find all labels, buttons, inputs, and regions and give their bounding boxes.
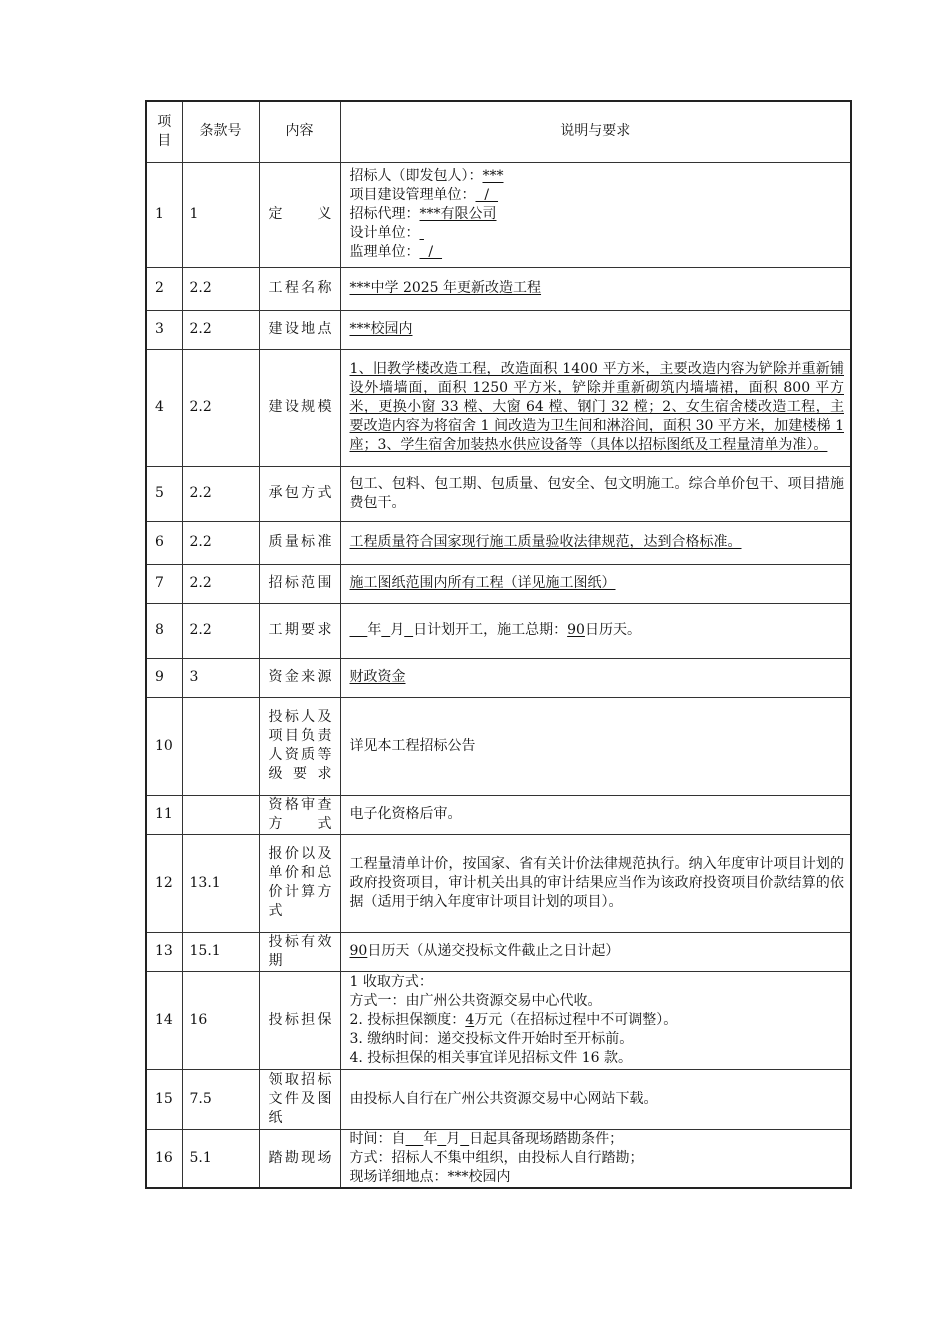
table-row	[146, 162, 851, 267]
tender-data-sheet	[145, 100, 850, 1189]
cell-no: 16	[146, 1129, 182, 1188]
cell-description: 财政资金	[340, 658, 851, 697]
cell-clause: 5.1	[182, 1129, 259, 1188]
blank-day	[404, 622, 413, 638]
cell-description: 90日历天（从递交投标文件截止之日计起）	[340, 932, 851, 971]
header-row	[146, 101, 851, 162]
cell-content: 质量标准	[259, 521, 340, 564]
cell-clause: 2.2	[182, 267, 259, 310]
table-row	[146, 310, 851, 349]
cell-no: 2	[146, 267, 182, 310]
cell-no: 6	[146, 521, 182, 564]
table-row	[146, 521, 851, 564]
cell-description: 详见本工程招标公告	[340, 697, 851, 795]
table-row	[146, 1129, 851, 1188]
header-item-no: 项目	[146, 101, 182, 162]
cell-no: 1	[146, 162, 182, 267]
cell-clause: 1	[182, 162, 259, 267]
table-row	[146, 466, 851, 521]
cell-description: 1、旧教学楼改造工程，改造面积 1400 平方米，主要改造内容为铲除并重新铺设外墙墙面，面积 1250 平方米，铲除并重新砌筑内墙墙裙，面积 800 平方米，更换小窗 33 樘、大窗 64 樘、钢门 32 樘；2、女生宿舍楼改造工程，主要改造内容为将宿舍 1 间改造为卫生间和淋浴间，面积 30 平方米，加建楼梯 1 座；3、学生宿舍加装热水供应设备等（具体以招标图纸及工程量清单为准）。	[340, 349, 851, 466]
cell-content: 工期要求	[259, 603, 340, 658]
definition-line: 招标代理：***有限公司	[349, 206, 497, 222]
cell-clause: 13.1	[182, 834, 259, 932]
cell-no: 14	[146, 971, 182, 1069]
cell-content: 投标担保	[259, 971, 340, 1069]
table-row	[146, 697, 851, 795]
cell-content: 承包方式	[259, 466, 340, 521]
cell-content: 报价以及单价和总价计算方式	[259, 834, 340, 932]
cell-no: 13	[146, 932, 182, 971]
cell-no: 3	[146, 310, 182, 349]
table-row	[146, 564, 851, 603]
cell-description: 由投标人自行在广州公共资源交易中心网站下载。	[340, 1069, 851, 1129]
table-row	[146, 932, 851, 971]
definition-line: 项目建设管理单位： /	[349, 187, 499, 203]
cell-content: 投标有效期	[259, 932, 340, 971]
cell-description: ***中学 2025 年更新改造工程	[340, 267, 851, 310]
cell-no: 4	[146, 349, 182, 466]
cell-no: 9	[146, 658, 182, 697]
cell-content: 领取招标文件及图纸	[259, 1069, 340, 1129]
header-description: 说明与要求	[340, 101, 851, 162]
cell-description: 电子化资格后审。	[340, 795, 851, 834]
cell-description: ***校园内	[340, 310, 851, 349]
tender-table	[145, 100, 852, 1189]
cell-description: 施工图纸范围内所有工程（详见施工图纸）	[340, 564, 851, 603]
validity-days: 90	[349, 943, 368, 959]
cell-clause	[182, 795, 259, 834]
duration-days: 90	[567, 622, 585, 638]
blank-month	[381, 622, 390, 638]
cell-no: 5	[146, 466, 182, 521]
table-row	[146, 267, 851, 310]
definition-line: 设计单位：	[349, 225, 420, 241]
cell-clause: 3	[182, 658, 259, 697]
cell-no: 15	[146, 1069, 182, 1129]
cell-no: 8	[146, 603, 182, 658]
table-row	[146, 834, 851, 932]
cell-description	[340, 162, 851, 267]
cell-content: 资格审查方式	[259, 795, 340, 834]
table-row	[146, 971, 851, 1069]
cell-description: 工程质量符合国家现行施工质量验收法律规范，达到合格标准。	[340, 521, 851, 564]
blank-year	[350, 622, 368, 638]
table-row	[146, 349, 851, 466]
cell-no: 12	[146, 834, 182, 932]
cell-clause: 2.2	[182, 349, 259, 466]
cell-clause: 2.2	[182, 603, 259, 658]
cell-clause: 7.5	[182, 1069, 259, 1129]
cell-content: 投标人及项目负责人资质等级要求	[259, 697, 340, 795]
cell-clause: 2.2	[182, 466, 259, 521]
cell-content: 资金来源	[259, 658, 340, 697]
header-content: 内容	[259, 101, 340, 162]
cell-content: 建设规模	[259, 349, 340, 466]
cell-description: 工程量清单计价，按国家、省有关计价法律规范执行。纳入年度审计项目计划的政府投资项目，审计机关出具的审计结果应当作为该政府投资项目价款结算的依据（适用于纳入年度审计项目计划的项目）。	[340, 834, 851, 932]
cell-clause	[182, 697, 259, 795]
table-row	[146, 658, 851, 697]
cell-clause: 15.1	[182, 932, 259, 971]
definition-line: 招标人（即发包人）：***	[349, 168, 504, 184]
cell-description: 包工、包料、包工期、包质量、包安全、包文明施工。综合单价包干、项目措施费包干。	[340, 466, 851, 521]
cell-description: 时间：自 年 月 日起具备现场踏勘条件； 方式：招标人不集中组织，由投标人自行踏勘； 现场详细地点：***校园内	[340, 1129, 851, 1188]
cell-description: 1 收取方式： 方式一：由广州公共资源交易中心代收。 2. 投标担保额度：4万元（在招标过程中不可调整）。 3. 缴纳时间：递交投标文件开始时至开标前。 4. 投标担保的相关事宜详见招标文件 16 款。	[340, 971, 851, 1069]
table-row	[146, 1069, 851, 1129]
table-row	[146, 795, 851, 834]
header-clause-no: 条款号	[182, 101, 259, 162]
cell-clause: 2.2	[182, 564, 259, 603]
cell-description: 年 月 日计划开工，施工总期：90日历天。	[340, 603, 851, 658]
cell-content: 踏勘现场	[259, 1129, 340, 1188]
table-row	[146, 603, 851, 658]
cell-content: 定义	[259, 162, 340, 267]
cell-clause: 16	[182, 971, 259, 1069]
definition-line: 监理单位： /	[349, 244, 443, 260]
cell-content: 招标范围	[259, 564, 340, 603]
cell-no: 10	[146, 697, 182, 795]
cell-no: 11	[146, 795, 182, 834]
cell-content: 工程名称	[259, 267, 340, 310]
cell-no: 7	[146, 564, 182, 603]
cell-clause: 2.2	[182, 521, 259, 564]
cell-clause: 2.2	[182, 310, 259, 349]
guarantee-amount: 4	[465, 1011, 475, 1028]
cell-content: 建设地点	[259, 310, 340, 349]
